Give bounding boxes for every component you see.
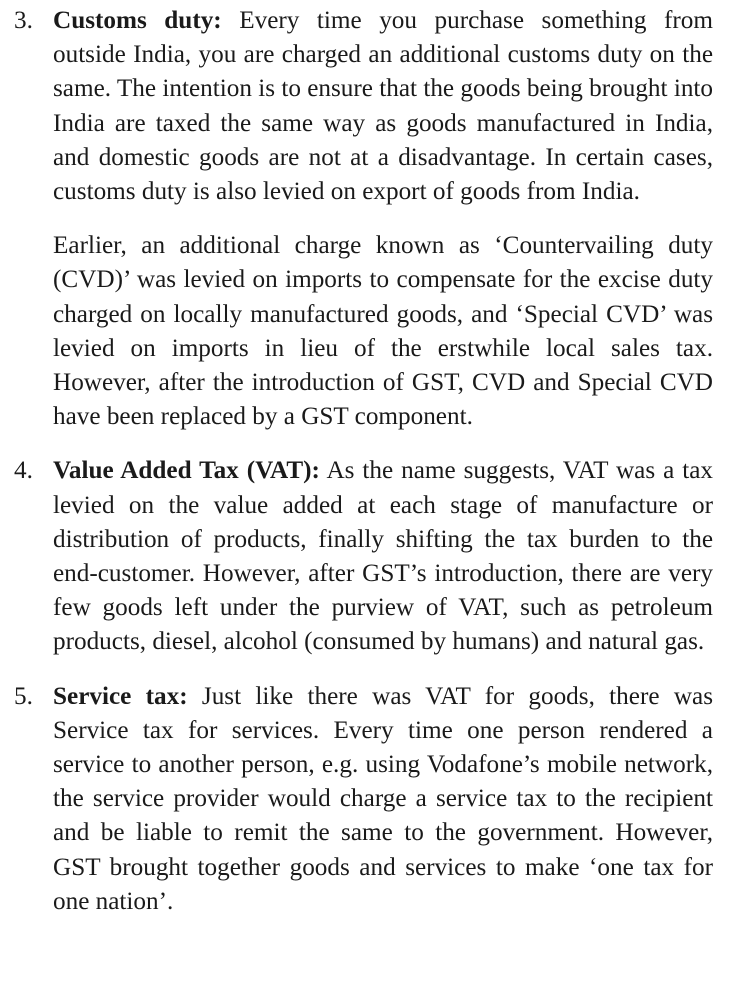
paragraph-text: As the name suggests, VAT was a tax levied on the value added at each stage of manufacture or distribution of products, finally shifting the tax burden to the end-customer. However, after GST’s introduction, there are very few goods left under the purview of VAT, such as petroleum products, diesel, alcohol (consumed by humans) and natural gas. <box>53 457 713 656</box>
list-item-customs-duty <box>14 4 713 434</box>
paragraph: Earlier, an additional charge known as ‘Countervailing duty (CVD)’ was levied on imports to compensate for the excise duty charged on locally manufactured goods, and ‘Special CVD’ was levied on imports in lieu of the erstwhile local sales tax. However, after the introduction of GST, CVD and Special CVD have been replaced by a GST component. <box>53 232 713 431</box>
list-number: 3. <box>14 7 33 34</box>
paragraph <box>53 680 713 919</box>
list-number: 5. <box>14 682 33 710</box>
list-number: 4. <box>14 457 33 485</box>
paragraph-text: Just like there was VAT for goods, there was Service tax for services. Every time one person rendered a service to another person, e.g. using Vodafone’s mobile network, the service provider would charge a service tax to the recipient and be liable to remit the same to the government. However, GST brought together goods and services to make ‘one tax for one nation’. <box>53 682 714 915</box>
term-heading: Value Added Tax (VAT): <box>53 457 320 485</box>
list-item-vat <box>14 454 713 659</box>
list-item-service-tax <box>14 680 713 919</box>
term-heading: Customs duty: <box>53 7 222 34</box>
paragraph <box>53 454 713 659</box>
paragraph-text: Every time you purchase something from outside India, you are charged an additional customs duty on the same. The intention is to ensure that the goods being brought into India are taxed the same way as goods manufactured in India, and domestic goods are not at a disadvantage. In certain cases, customs duty is also levied on export of goods from India. <box>53 7 713 206</box>
term-heading: Service tax: <box>53 682 188 710</box>
paragraph <box>53 4 713 209</box>
